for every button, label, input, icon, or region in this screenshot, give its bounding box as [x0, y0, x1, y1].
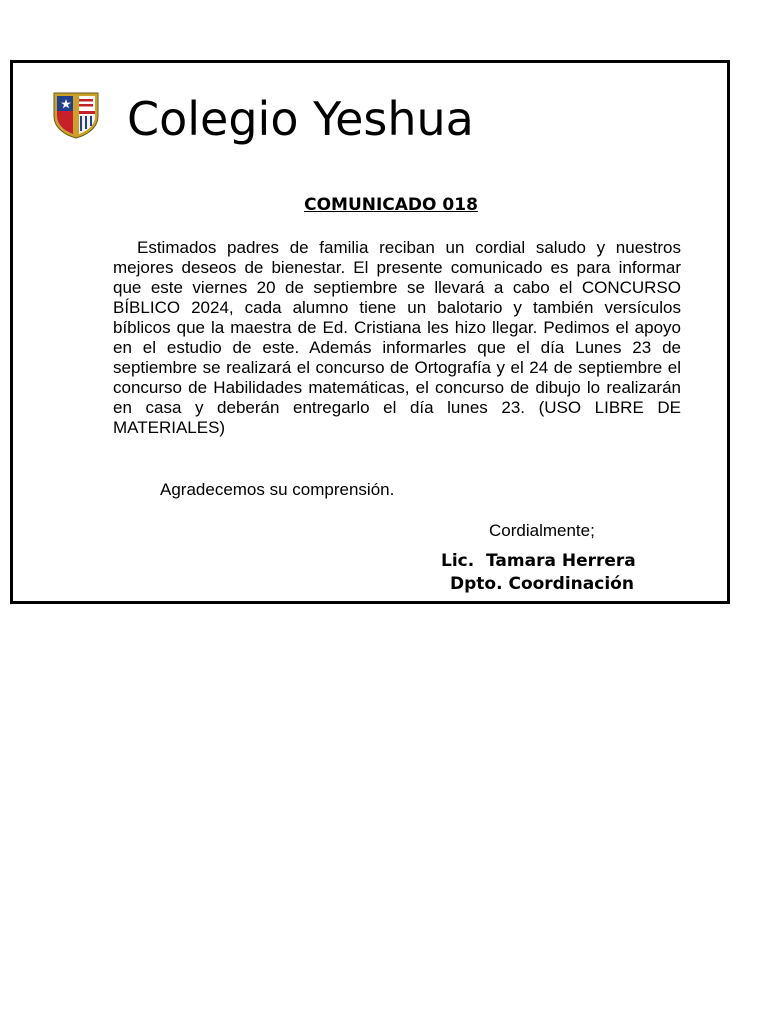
thanks-line: Agradecemos su comprensión. [160, 480, 395, 499]
school-name: Colegio Yeshua [127, 92, 474, 146]
school-crest-icon [51, 90, 101, 140]
signature-name: Lic. Tamara Herrera [441, 551, 636, 571]
signature-department: Dpto. Coordinación [450, 574, 634, 594]
notice-title: COMUNICADO 018 [304, 195, 478, 215]
notice-frame [10, 60, 730, 604]
notice-body: Estimados padres de familia reciban un cordial saludo y nuestros mejores deseos de bienestar. El presente comunicado es para informar que este viernes 20 de septiembre se llevará a cabo el CONCURSO BÍBLICO 2024, cada alumno tiene un balotario y también versículos bíblicos que la maestra de Ed. Cristiana les hizo llegar. Pedimos el apoyo en el estudio de este. Además informarles que el día Lunes 23 de septiembre se realizará el concurso de Ortografía y el 24 de septiembre el concurso de Habilidades matemáticas, el concurso de dibujo lo realizarán en casa y deberán entregarlo el día lunes 23. (USO LIBRE DE MATERIALES) [113, 238, 681, 437]
closing-line: Cordialmente; [489, 521, 595, 540]
